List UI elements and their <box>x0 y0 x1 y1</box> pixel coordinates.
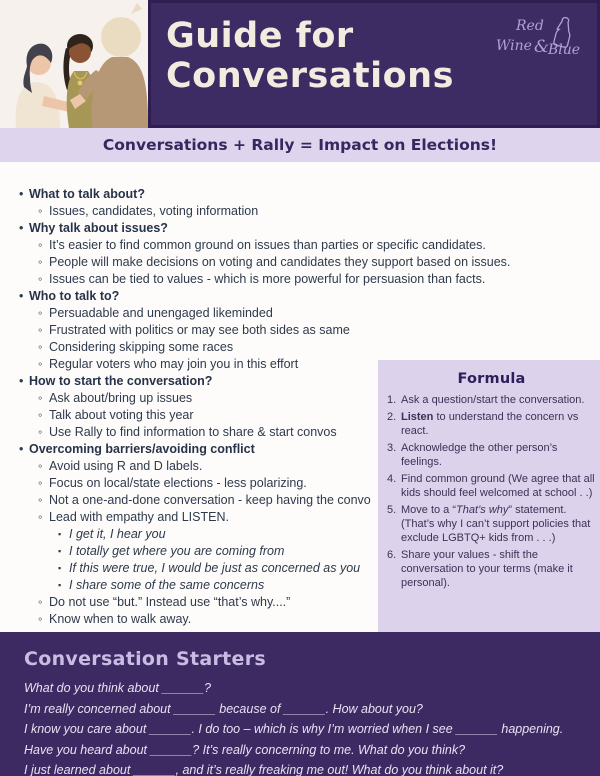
formula-step: Find common ground (We agree that all kids should feel welcomed at school . .) <box>401 473 595 499</box>
three-people-talking-illustration <box>0 0 148 128</box>
formula-steps <box>387 393 596 590</box>
logo-graphic <box>492 10 588 64</box>
formula-step: Listen to understand the concern vs react. <box>401 411 579 437</box>
conversation-starters-title: Conversation Starters <box>24 648 266 670</box>
section-label: Who to talk to? <box>29 289 120 303</box>
list-item: ◦ Lead with empathy and LISTEN. ▪ I get it, I hear you ▪ I totally get where you are coming from ▪ If this were true, I would be just as concerned as you ▪ I share some of the same concerns <box>29 509 600 594</box>
section-label: Overcoming barriers/avoiding conflict <box>29 442 255 456</box>
list-item: ◦ People will make decisions on voting and candidates they support based on issues. <box>29 254 600 271</box>
example-phrase: ▪ I totally get where you are coming from <box>49 543 600 560</box>
logo-word-blue: Blue <box>548 42 581 58</box>
example-phrase: ▪ I share some of the same concerns <box>49 577 600 594</box>
list-item: ◦ Avoid using R and D labels. <box>29 458 600 475</box>
logo-word-wine: Wine <box>496 38 532 54</box>
red-wine-and-blue-logo <box>492 10 588 69</box>
starter-line: I know you care about ______. I do too – which is why I’m worried when I see ______ happening. <box>24 722 564 736</box>
formula-box <box>378 360 600 632</box>
list-item: ◦ Regular voters who may join you in this effort <box>29 356 600 373</box>
list-item: ◦ Considering skipping some races <box>29 339 600 356</box>
list-item: ◦ Ask about/bring up issues <box>29 390 600 407</box>
list-item: ◦ Know when to walk away. <box>29 611 600 628</box>
list-item: ◦ Talk about voting this year <box>29 407 600 424</box>
page-title-line1: Guide for <box>166 16 354 56</box>
formula-step: Acknowledge the other person’s feelings. <box>401 442 558 468</box>
list-item: ◦ Frustrated with politics or may see both sides as same <box>29 322 600 339</box>
main-content <box>0 162 600 632</box>
example-phrase: ▪ I get it, I hear you <box>49 526 600 543</box>
starter-line: I’m really concerned about ______ because of ______. How about you? <box>24 701 423 716</box>
formula-step: Ask a question/start the conversation. <box>401 394 585 406</box>
list-item: ◦ Do not use “but.” Instead use “that’s why....” <box>29 594 600 611</box>
formula-title: Formula <box>457 371 526 387</box>
section-label: How to start the conversation? <box>29 374 213 388</box>
formula-step: Share your values - shift the conversation to your terms (make it personal). <box>401 549 573 589</box>
page-title-line2: Conversations <box>166 56 454 96</box>
title-panel <box>148 0 600 128</box>
list-item: ◦ It’s easier to find common ground on issues than parties or specific candidates. <box>29 237 600 254</box>
starter-line: I just learned about ______, and it’s really freaking me out! What do you think about it? <box>24 763 504 776</box>
banner-text: Conversations + Rally = Impact on Elections! <box>102 136 498 154</box>
list-item: ◦ Focus on local/state elections - less polarizing. <box>29 475 600 492</box>
list-item: ◦ Not a one-and-done conversation - keep having the convo <box>29 492 600 509</box>
logo-word-red: Red <box>516 18 544 34</box>
section-what-to-talk-about <box>0 186 600 220</box>
starter-line: What do you think about ______? <box>24 681 211 695</box>
starter-line: Have you heard about ______? It’s really concerning to me. What do you think? <box>24 742 466 757</box>
list-item: ◦ Issues can be tied to values - which is more powerful for persuasion than facts. <box>29 271 600 288</box>
section-label: Why talk about issues? <box>29 221 168 235</box>
section-label: What to talk about? <box>29 187 145 201</box>
header <box>0 0 600 128</box>
people-illustration <box>0 0 148 128</box>
list-item: ◦ Use Rally to find information to share & start convos <box>29 424 600 441</box>
logo-ampersand: & <box>534 37 550 57</box>
list-item: ◦ Issues, candidates, voting information <box>29 203 600 220</box>
section-why-talk-about-issues <box>0 220 600 288</box>
list-item: ◦ Persuadable and unengaged likeminded <box>29 305 600 322</box>
conversation-starters-section <box>0 632 600 776</box>
banner <box>0 128 600 162</box>
example-phrase: ▪ If this were true, I would be just as concerned as you <box>49 560 600 577</box>
formula-step: Move to a “That’s why” statement. (That’s why I can’t support policies that exclude LGBTQ+ kids from . . .) <box>401 504 591 544</box>
